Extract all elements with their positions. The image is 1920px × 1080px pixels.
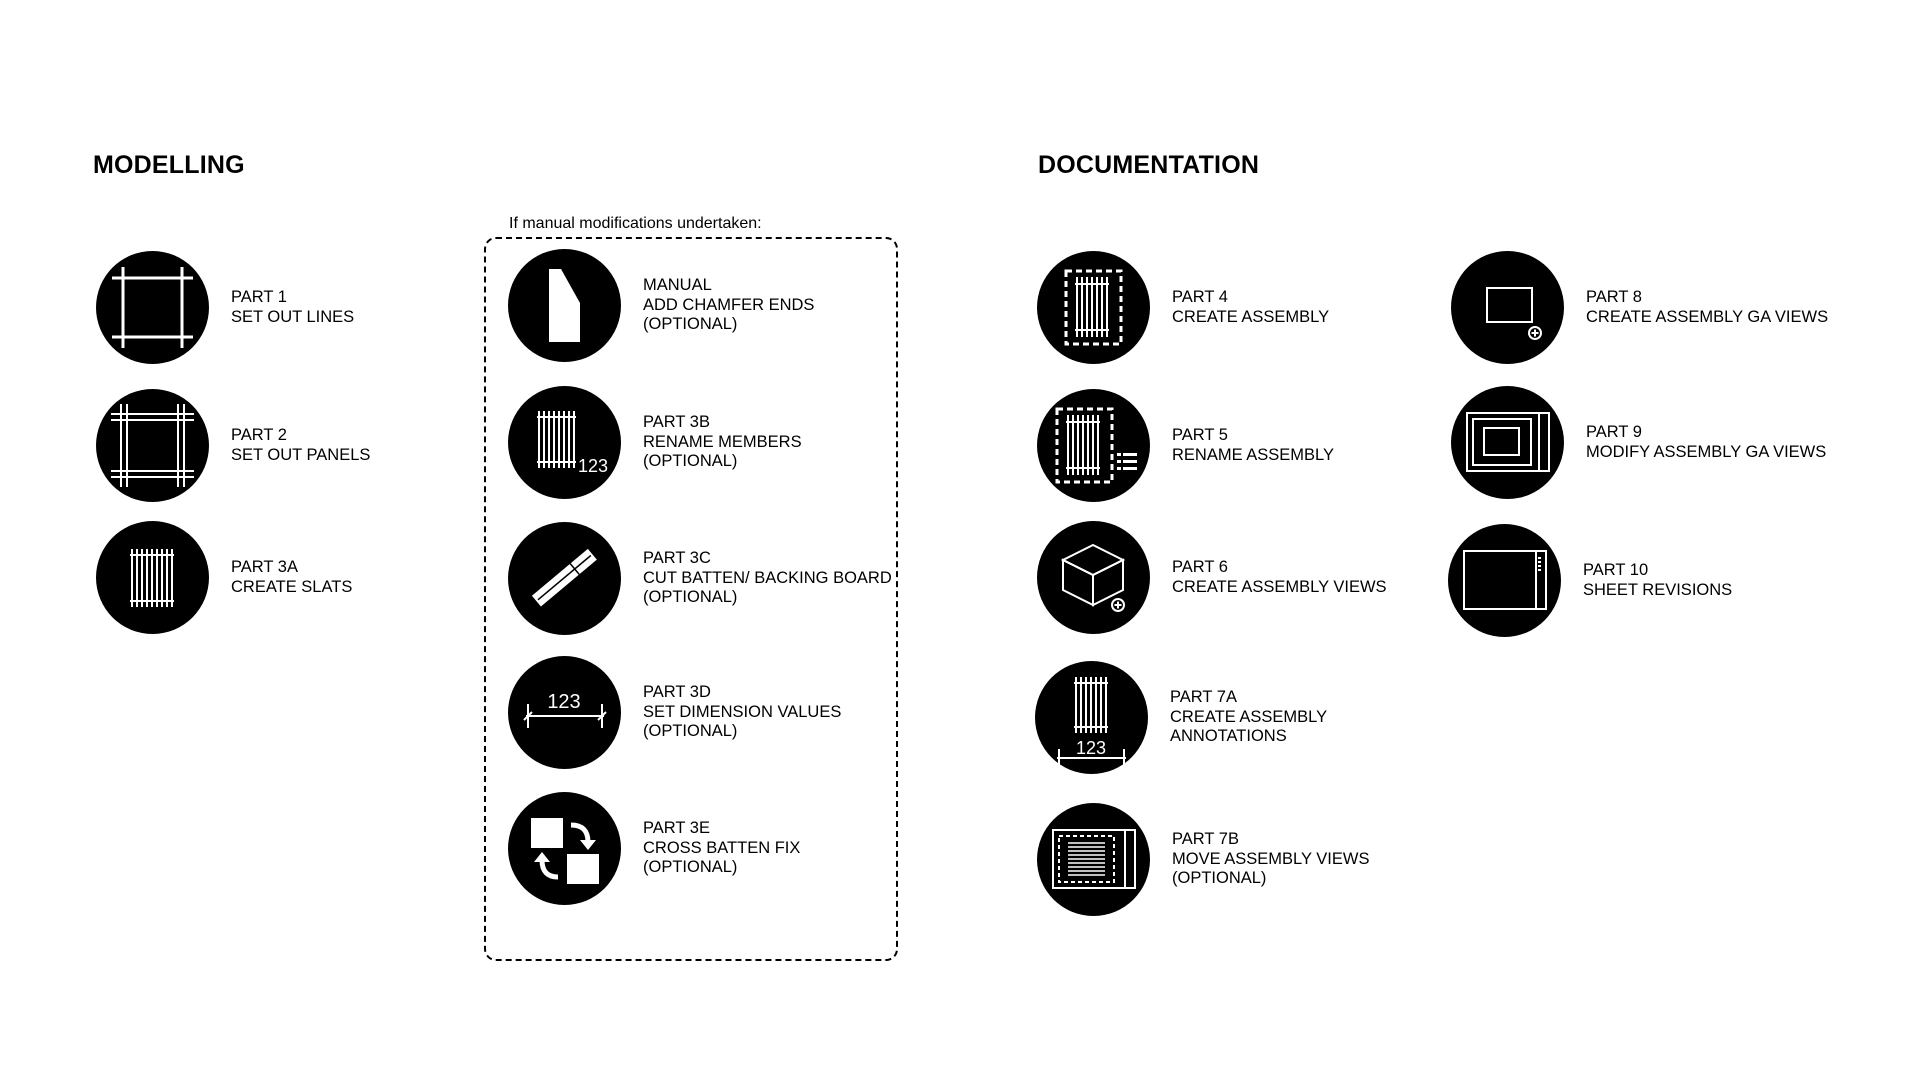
chamfer-ends-icon — [508, 249, 621, 362]
cut-batten-icon — [508, 522, 621, 635]
part-9-item[interactable] — [1451, 386, 1826, 499]
set-out-panels-icon — [96, 389, 209, 502]
sheet-revisions-icon — [1448, 524, 1561, 637]
part-6-label: PART 6 CREATE ASSEMBLY VIEWS — [1172, 558, 1387, 596]
part-3a-item[interactable] — [96, 521, 352, 634]
part-3e-label: PART 3E CROSS BATTEN FIX (OPTIONAL) — [643, 819, 801, 877]
svg-text:123: 123 — [547, 691, 581, 713]
part-4-item[interactable] — [1037, 251, 1329, 364]
set-out-lines-icon — [96, 251, 209, 364]
part-10-item[interactable] — [1448, 524, 1732, 637]
part-2-item[interactable] — [96, 389, 370, 502]
part-7b-item[interactable] — [1037, 803, 1369, 916]
part-3b-item[interactable] — [508, 386, 802, 499]
assembly-views-icon — [1037, 521, 1150, 634]
cross-batten-fix-icon — [508, 792, 621, 905]
assembly-annotations-icon — [1035, 661, 1148, 774]
dimension-values-icon — [508, 656, 621, 769]
move-assembly-views-icon — [1037, 803, 1150, 916]
rename-members-icon — [508, 386, 621, 499]
part-8-item[interactable] — [1451, 251, 1828, 364]
part-9-label: PART 9 MODIFY ASSEMBLY GA VIEWS — [1586, 423, 1827, 461]
ga-views-icon — [1451, 251, 1564, 364]
part-2-label: PART 2 SET OUT PANELS — [231, 426, 371, 464]
part-6-item[interactable] — [1037, 521, 1387, 634]
part-7a-item[interactable] — [1035, 661, 1327, 774]
svg-text:123: 123 — [1075, 738, 1107, 758]
part-3d-label: PART 3D SET DIMENSION VALUES (OPTIONAL) — [643, 683, 842, 741]
manual-note: If manual modifications undertaken: — [509, 215, 762, 232]
modelling-title: MODELLING — [93, 151, 245, 179]
part-3b-label: PART 3B RENAME MEMBERS (OPTIONAL) — [643, 413, 802, 471]
rename-assembly-icon — [1037, 389, 1150, 502]
create-slats-icon — [96, 521, 209, 634]
create-assembly-icon — [1037, 251, 1150, 364]
part-8-label: PART 8 CREATE ASSEMBLY GA VIEWS — [1586, 288, 1829, 326]
part-3c-label: PART 3C CUT BATTEN/ BACKING BOARD (OPTIONAL) — [643, 549, 892, 607]
part-10-label: PART 10 SHEET REVISIONS — [1583, 561, 1733, 599]
documentation-title: DOCUMENTATION — [1038, 151, 1260, 179]
part-1-label: PART 1 SET OUT LINES — [231, 288, 355, 326]
modify-ga-views-icon — [1451, 386, 1564, 499]
manual-chamfer-label: MANUAL ADD CHAMFER ENDS (OPTIONAL) — [643, 276, 815, 334]
part-3c-item[interactable] — [508, 522, 892, 635]
part-3d-item[interactable] — [508, 656, 841, 769]
part-1-item[interactable] — [96, 251, 354, 364]
manual-chamfer-item[interactable] — [508, 249, 814, 362]
part-7a-label: PART 7A CREATE ASSEMBLY ANNOTATIONS — [1170, 688, 1328, 746]
part-3e-item[interactable] — [508, 792, 800, 905]
part-5-label: PART 5 RENAME ASSEMBLY — [1172, 426, 1334, 464]
part-5-item[interactable] — [1037, 389, 1334, 502]
svg-text:123: 123 — [578, 456, 609, 476]
part-7b-label: PART 7B MOVE ASSEMBLY VIEWS (OPTIONAL) — [1172, 830, 1370, 888]
part-4-label: PART 4 CREATE ASSEMBLY — [1172, 288, 1330, 326]
part-3a-label: PART 3A CREATE SLATS — [231, 558, 353, 596]
